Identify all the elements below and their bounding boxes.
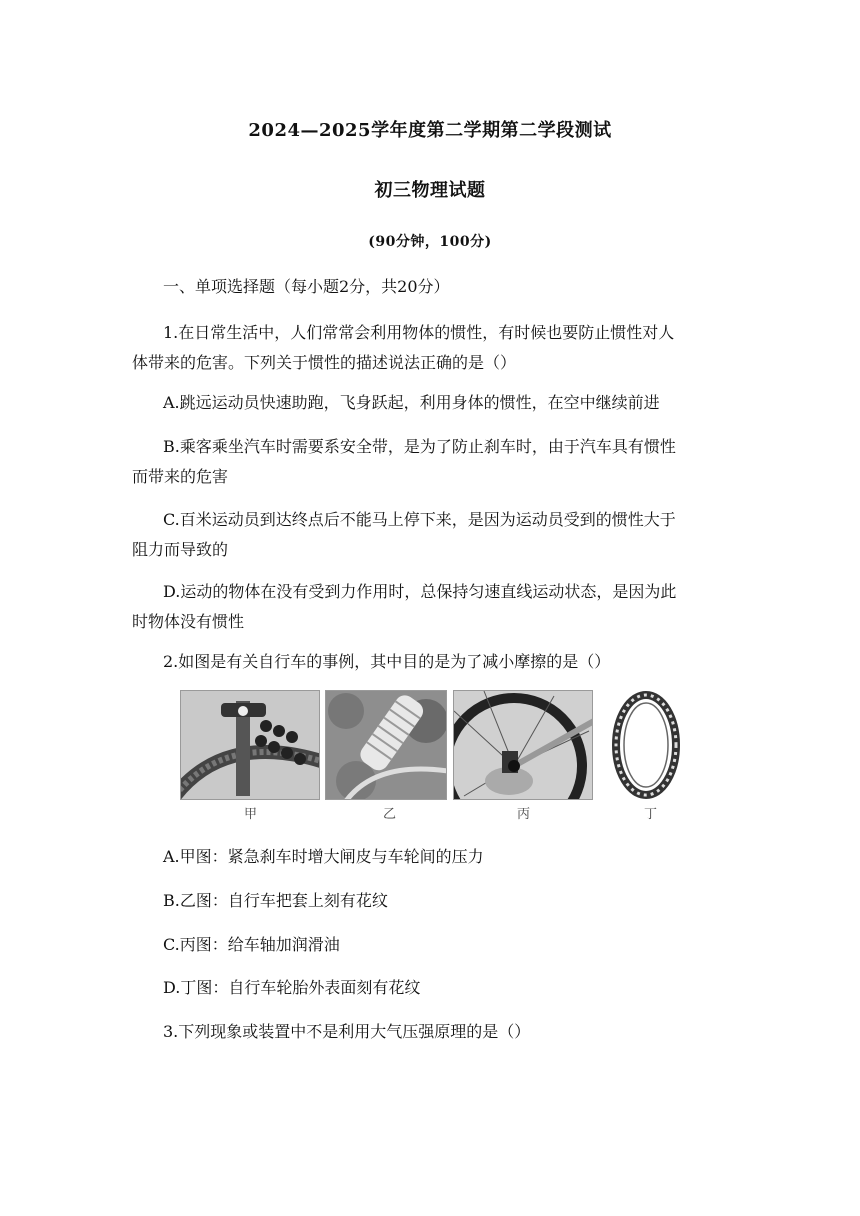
question-1-option-c-line2: 阻力而导致的 (132, 540, 229, 559)
question-2-option-d: D.丁图：自行车轮胎外表面刻有花纹 (163, 978, 421, 997)
question-1-option-a: A.跳远运动员快速助跑，飞身跃起，利用身体的惯性，在空中继续前进 (163, 393, 660, 412)
figure-label-bing: 丙 (517, 807, 531, 822)
question-1-option-b-line2: 而带来的危害 (132, 467, 229, 486)
exam-time-score: (90分钟，100分) (368, 234, 492, 250)
question-2-option-b: B.乙图：自行车把套上刻有花纹 (163, 891, 388, 910)
question-1-stem-line1: 1.在日常生活中，人们常常会利用物体的惯性，有时候也要防止惯性对人 (163, 323, 675, 342)
question-2-stem: 2.如图是有关自行车的事例，其中目的是为了减小摩擦的是（） (163, 652, 611, 671)
question-1-option-b-line1: B.乘客乘坐汽车时需要系安全带，是为了防止刹车时，由于汽车具有惯性 (163, 437, 676, 456)
figure-label-jia: 甲 (244, 807, 258, 822)
exam-subtitle: 初三物理试题 (374, 180, 486, 201)
exam-title: 2024—2025学年度第二学期第二学段测试 (248, 120, 612, 141)
question-1-option-b (132, 432, 732, 492)
question-1-stem (132, 318, 732, 378)
question-1-option-d-line1: D.运动的物体在没有受到力作用时，总保持匀速直线运动状态，是因为此 (163, 582, 677, 601)
question-2-option-c: C.丙图：给车轴加润滑油 (163, 935, 340, 954)
question-1-option-c (132, 505, 732, 565)
question-1-stem-line2: 体带来的危害。下列关于惯性的描述说法正确的是（） (132, 353, 517, 372)
bicycle-tire-photo (608, 690, 683, 800)
section-heading: 一、单项选择题（每小题2分，共20分） (163, 277, 450, 296)
question-1-option-d (132, 577, 732, 637)
question-1-option-d-line2: 时物体没有惯性 (132, 612, 245, 631)
bicycle-axle-photo (453, 690, 593, 800)
figure-label-yi: 乙 (383, 807, 397, 822)
bicycle-brake-photo (180, 690, 320, 800)
question-3-stem: 3.下列现象或装置中不是利用大气压强原理的是（） (163, 1022, 531, 1041)
bicycle-grip-photo (325, 690, 447, 800)
question-1-option-c-line1: C.百米运动员到达终点后不能马上停下来，是因为运动员受到的惯性大于 (163, 510, 676, 529)
question-2-option-a: A.甲图：紧急刹车时增大闸皮与车轮间的压力 (163, 847, 484, 866)
bicycle-figure (180, 690, 685, 825)
figure-label-ding: 丁 (644, 807, 658, 822)
